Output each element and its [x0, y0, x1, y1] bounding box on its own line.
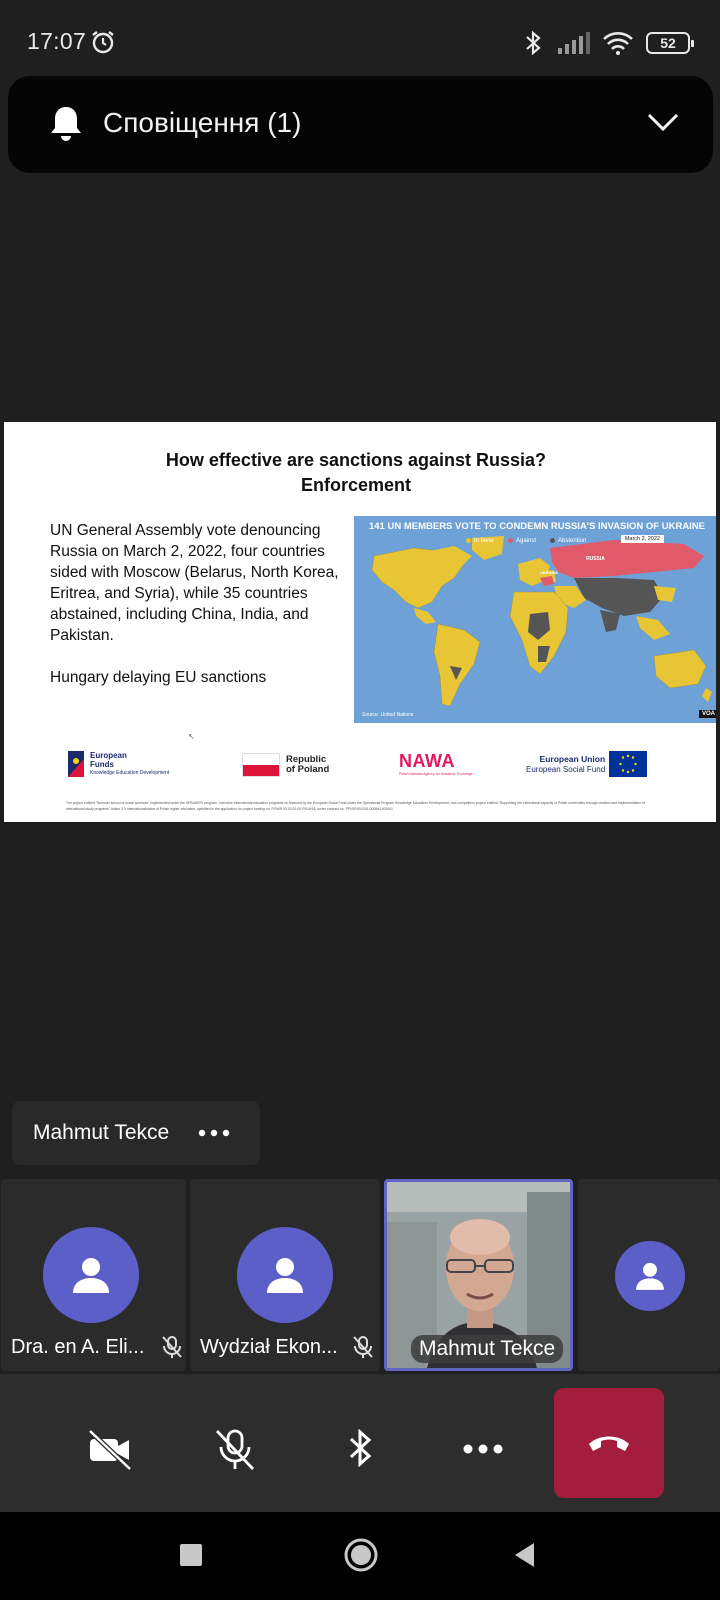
eu-flag-icon: [609, 751, 647, 777]
european-funds-icon: [66, 749, 86, 779]
map-title: 141 UN MEMBERS VOTE TO CONDEMN RUSSIA'S INVASION OF UKRAINE: [368, 521, 706, 532]
recents-square-icon: [179, 1543, 203, 1567]
slide-body: [50, 520, 350, 709]
status-icons: [522, 28, 690, 58]
participant-name: Wydział Ekon...: [200, 1336, 338, 1358]
bluetooth-audio-icon: [345, 1427, 375, 1471]
logo-european-funds: European Funds Knowledge Education Development: [66, 749, 169, 779]
legend-item-against: Against: [508, 538, 536, 544]
mic-off-icon: [161, 1335, 183, 1359]
slide-logos: [66, 749, 666, 789]
camera-off-icon: [86, 1427, 134, 1471]
back-triangle-icon: [512, 1541, 538, 1569]
audio-device-button[interactable]: [332, 1421, 388, 1477]
home-button[interactable]: [336, 1530, 386, 1580]
legend-item-in-favor: In favor: [466, 538, 494, 544]
bell-icon: [48, 104, 84, 144]
battery-icon: [646, 32, 690, 54]
map-legend: [466, 538, 586, 544]
signal-icon: [556, 30, 590, 56]
status-bar: [0, 0, 720, 72]
more-options-button[interactable]: [455, 1421, 511, 1477]
call-controls: [0, 1374, 720, 1512]
person-icon: [633, 1259, 667, 1293]
slide-paragraph-2: Hungary delaying EU sanctions: [50, 669, 267, 686]
hang-up-button[interactable]: [554, 1388, 664, 1498]
home-circle-icon: [343, 1537, 379, 1573]
back-button[interactable]: [500, 1530, 550, 1580]
logo-nawa: NAWA Polish National Agency for Academic Exchange: [399, 751, 473, 776]
notification-text: Сповіщення (1): [103, 107, 302, 138]
poland-flag-icon: [242, 753, 280, 777]
shared-slide: [4, 422, 716, 822]
participant-tile[interactable]: [1, 1179, 186, 1371]
person-icon: [69, 1253, 113, 1297]
system-navigation-bar: [0, 1512, 720, 1600]
world-map: [354, 516, 716, 723]
logo-republic-of-poland: Republic of Poland: [242, 753, 329, 777]
participant-tile-video[interactable]: [384, 1179, 573, 1371]
avatar: [237, 1227, 333, 1323]
hang-up-icon: [585, 1430, 633, 1456]
more-horizontal-icon: [461, 1441, 505, 1457]
person-icon: [263, 1253, 307, 1297]
slide-title: [4, 448, 708, 498]
alarm-icon: [90, 29, 116, 55]
slide-title-line1: How effective are sanctions against Russia?: [165, 450, 547, 470]
active-speaker-name: Mahmut Tekce: [33, 1121, 170, 1144]
notification-banner[interactable]: [8, 76, 713, 173]
map-date: March 2, 2022: [621, 535, 664, 543]
cursor-icon: ↖: [188, 732, 195, 741]
recents-button[interactable]: [166, 1530, 216, 1580]
map-label-russia: RUSSIA: [586, 556, 605, 562]
active-speaker-chip[interactable]: [12, 1101, 260, 1165]
mic-off-icon: [211, 1425, 259, 1473]
slide-title-line2: Enforcement: [300, 475, 412, 495]
slide-paragraph-1: UN General Assembly vote denouncing Russia on March 2, 2022, four countries sided with Moscow (Belarus, North Korea, Eritrea, and Syria), while 35 countries abstained, including China, India, and Pakistan.: [50, 522, 339, 644]
logo-european-union: European Union European Social Fund: [526, 751, 647, 777]
mute-button[interactable]: [207, 1421, 263, 1477]
participant-name: Dra. en A. Eli...: [11, 1336, 145, 1358]
map-source: Source: United Nations: [362, 712, 414, 718]
avatar: [615, 1241, 685, 1311]
wifi-icon: [602, 30, 634, 56]
map-label-ukraine: UKRAINE: [540, 570, 559, 575]
avatar: [43, 1227, 139, 1323]
status-time: 17:07: [27, 28, 87, 54]
more-horizontal-icon[interactable]: [196, 1120, 232, 1146]
participant-name: Mahmut Tekce: [411, 1335, 563, 1363]
slide-footnote: The project entitled "Summer school of social sciences" implemented under the SPINAKER program - intensive international education programs co-financed by the European Social Fund under the Operational Program Knowledge Education Development, non-competition project entitled "Supporting the institutional capacity of Polish universities through creation and implementation of international study programs" Action 3.3 Internationalization of Polish higher education, specified in the application for project funding no. POWR.03.03.00-00-PN16/18, under contract no. PPI/SPI/2020/1/00084/U/00001.: [66, 801, 645, 811]
legend-item-abstention: Abstention: [550, 538, 586, 544]
chevron-down-icon[interactable]: [647, 112, 679, 132]
participant-tile[interactable]: [578, 1179, 720, 1371]
camera-toggle-button[interactable]: [82, 1421, 138, 1477]
world-map-graphic: [354, 516, 716, 723]
mic-off-icon: [352, 1335, 374, 1359]
battery-level: 52: [660, 35, 676, 51]
voa-badge: VOA: [699, 710, 716, 718]
bluetooth-icon: [522, 29, 544, 57]
participant-tile[interactable]: [190, 1179, 380, 1371]
